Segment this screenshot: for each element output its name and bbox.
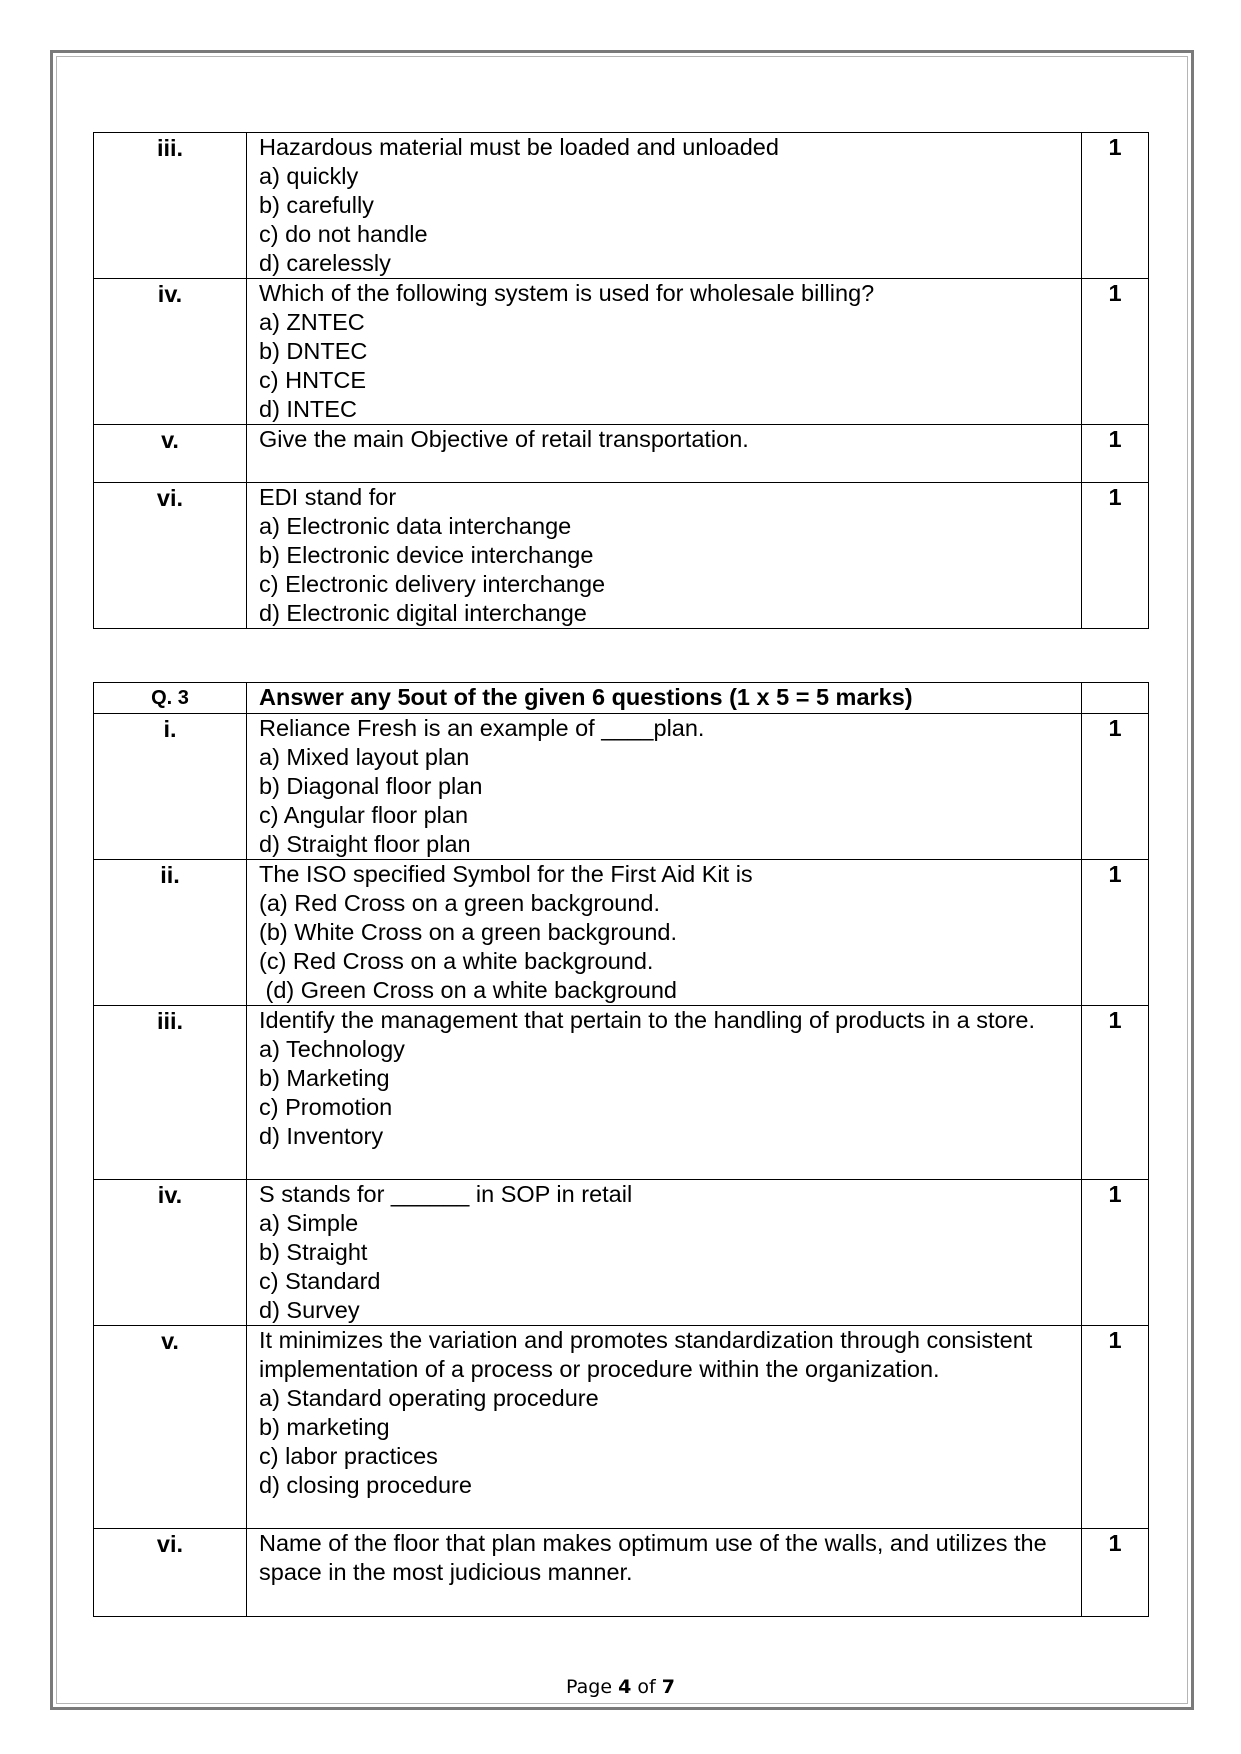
option: d) Electronic digital interchange	[259, 600, 587, 626]
page-footer	[0, 1676, 1241, 1698]
question-body	[247, 425, 1082, 483]
page-label: Page	[566, 1676, 619, 1698]
option: a) Electronic data interchange	[259, 513, 572, 539]
option: (a) Red Cross on a green background.	[259, 890, 661, 916]
option: b) Electronic device interchange	[259, 542, 594, 568]
option: a) quickly	[259, 163, 359, 189]
question-number: ii.	[94, 860, 247, 1006]
marks: 1	[1082, 483, 1149, 629]
question-number: vi.	[94, 1529, 247, 1617]
table-row	[94, 860, 1149, 1006]
question-number: iii.	[94, 133, 247, 279]
marks: 1	[1082, 1006, 1149, 1180]
table-row	[94, 483, 1149, 629]
question-number: iv.	[94, 1180, 247, 1326]
marks: 1	[1082, 714, 1149, 860]
question-number: v.	[94, 1326, 247, 1529]
option: c) HNTCE	[259, 367, 367, 393]
question-body	[247, 483, 1082, 629]
section-instruction: Answer any 5out of the given 6 questions (1 x 5 = 5 marks)	[247, 683, 1082, 714]
section-marks	[1082, 683, 1149, 714]
option: a) Standard operating procedure	[259, 1385, 599, 1411]
table-row	[94, 279, 1149, 425]
option: a) Technology	[259, 1036, 405, 1062]
question-text: The ISO specified Symbol for the First Aid Kit is	[259, 861, 753, 887]
marks: 1	[1082, 1529, 1149, 1617]
question-text: Hazardous material must be loaded and unloaded	[259, 134, 779, 160]
question-text: Identify the management that pertain to the handling of products in a store.	[259, 1007, 1035, 1033]
section-header-row	[94, 683, 1149, 714]
question-text: Reliance Fresh is an example of ____plan.	[259, 715, 705, 741]
option: b) carefully	[259, 192, 374, 218]
option: d) carelessly	[259, 250, 391, 276]
question-text: S stands for ______ in SOP in retail	[259, 1181, 633, 1207]
option: c) Standard	[259, 1268, 381, 1294]
option: b) marketing	[259, 1414, 390, 1440]
question-body	[247, 279, 1082, 425]
total-page-count: 7	[661, 1676, 675, 1698]
option: d) Inventory	[259, 1123, 384, 1149]
current-page-number: 4	[618, 1676, 632, 1698]
option: d) closing procedure	[259, 1472, 472, 1498]
option: d) Survey	[259, 1297, 360, 1323]
option: b) Straight	[259, 1239, 368, 1265]
question-body	[247, 1006, 1082, 1180]
question-text: Give the main Objective of retail transportation.	[259, 426, 749, 452]
table-row	[94, 1326, 1149, 1529]
question-body	[247, 714, 1082, 860]
option: d) Straight floor plan	[259, 831, 471, 857]
option: d) INTEC	[259, 396, 357, 422]
option: c) Electronic delivery interchange	[259, 571, 606, 597]
question-number: vi.	[94, 483, 247, 629]
marks: 1	[1082, 860, 1149, 1006]
question-body	[247, 1326, 1082, 1529]
option: (b) White Cross on a green background.	[259, 919, 677, 945]
option: a) ZNTEC	[259, 309, 365, 335]
question-number: i.	[94, 714, 247, 860]
question-body	[247, 860, 1082, 1006]
table-row	[94, 425, 1149, 483]
marks: 1	[1082, 279, 1149, 425]
question-body	[247, 1180, 1082, 1326]
question-text: It minimizes the variation and promotes standardization through consistent implementation of a process or procedure within the organization.	[259, 1327, 1033, 1382]
table-row	[94, 714, 1149, 860]
marks: 1	[1082, 425, 1149, 483]
table-row	[94, 133, 1149, 279]
question-table-2	[93, 682, 1149, 1617]
question-text: EDI stand for	[259, 484, 397, 510]
marks: 1	[1082, 1326, 1149, 1529]
option: c) do not handle	[259, 221, 428, 247]
option: b) Diagonal floor plan	[259, 773, 483, 799]
option: (d) Green Cross on a white background	[259, 977, 677, 1003]
section-number: Q. 3	[94, 683, 247, 714]
option: a) Mixed layout plan	[259, 744, 470, 770]
option: (c) Red Cross on a white background.	[259, 948, 654, 974]
option: c) labor practices	[259, 1443, 438, 1469]
table-row	[94, 1006, 1149, 1180]
option: b) Marketing	[259, 1065, 390, 1091]
option: c) Angular floor plan	[259, 802, 469, 828]
question-table-1	[93, 132, 1149, 629]
marks: 1	[1082, 1180, 1149, 1326]
option: a) Simple	[259, 1210, 359, 1236]
question-body	[247, 133, 1082, 279]
page-of-label: of	[631, 1676, 662, 1698]
table-row	[94, 1529, 1149, 1617]
question-number: iv.	[94, 279, 247, 425]
question-number: v.	[94, 425, 247, 483]
option: b) DNTEC	[259, 338, 368, 364]
option: c) Promotion	[259, 1094, 393, 1120]
marks: 1	[1082, 133, 1149, 279]
question-number: iii.	[94, 1006, 247, 1180]
table-row	[94, 1180, 1149, 1326]
question-text: Name of the floor that plan makes optimum use of the walls, and utilizes the space in the most judicious manner.	[259, 1530, 1047, 1585]
question-body	[247, 1529, 1082, 1617]
question-text: Which of the following system is used for wholesale billing?	[259, 280, 875, 306]
